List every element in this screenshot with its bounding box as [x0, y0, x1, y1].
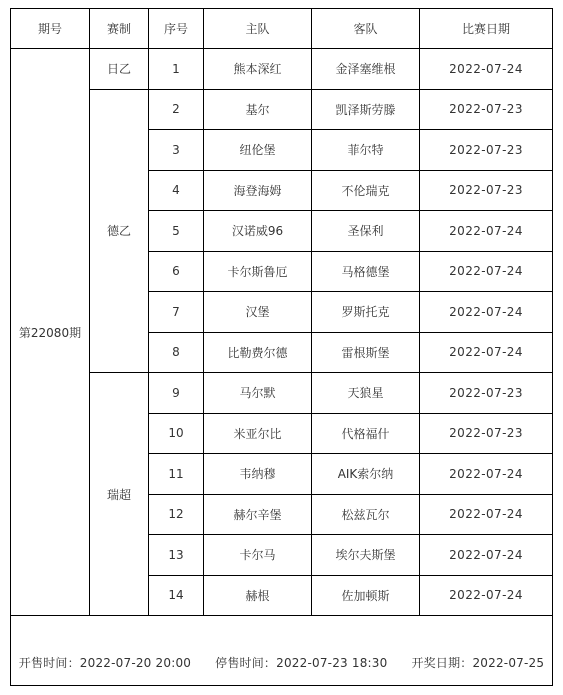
match-no: 9 — [149, 373, 204, 414]
home-team: 赫根 — [204, 575, 312, 616]
away-team: 不伦瑞克 — [312, 170, 420, 211]
match-date: 2022-07-23 — [420, 130, 553, 171]
match-date: 2022-07-24 — [420, 332, 553, 373]
match-date: 2022-07-23 — [420, 89, 553, 130]
footer-cell — [11, 640, 553, 686]
away-team: 雷根斯堡 — [312, 332, 420, 373]
home-team: 汉诺威96 — [204, 211, 312, 252]
header-away: 客队 — [312, 9, 420, 49]
league-cell-allsvenskan: 瑞超 — [90, 373, 149, 616]
match-no: 5 — [149, 211, 204, 252]
match-date: 2022-07-23 — [420, 413, 553, 454]
home-team: 马尔默 — [204, 373, 312, 414]
match-date: 2022-07-23 — [420, 170, 553, 211]
home-team: 赫尔辛堡 — [204, 494, 312, 535]
period-cell: 第22080期 — [11, 49, 90, 616]
away-team: 凯泽斯劳滕 — [312, 89, 420, 130]
footer-row — [11, 640, 553, 686]
match-no: 11 — [149, 454, 204, 495]
match-date: 2022-07-24 — [420, 494, 553, 535]
schedule-table — [10, 8, 553, 686]
match-date: 2022-07-24 — [420, 454, 553, 495]
home-team: 韦纳穆 — [204, 454, 312, 495]
away-team: 天狼星 — [312, 373, 420, 414]
home-team: 比勒费尔德 — [204, 332, 312, 373]
sale-start-time: 开售时间：2022-07-20 20:00 — [18, 656, 192, 670]
match-no: 13 — [149, 535, 204, 576]
match-date: 2022-07-24 — [420, 49, 553, 90]
away-team: 金泽塞维根 — [312, 49, 420, 90]
match-date: 2022-07-24 — [420, 292, 553, 333]
match-no: 14 — [149, 575, 204, 616]
match-no: 8 — [149, 332, 204, 373]
spacer-row — [11, 616, 553, 641]
match-no: 2 — [149, 89, 204, 130]
league-cell-bundesliga2: 德乙 — [90, 89, 149, 373]
away-team: 埃尔夫斯堡 — [312, 535, 420, 576]
home-team: 米亚尔比 — [204, 413, 312, 454]
away-team: 圣保利 — [312, 211, 420, 252]
away-team: 菲尔特 — [312, 130, 420, 171]
table-row — [11, 49, 553, 90]
header-period: 期号 — [11, 9, 90, 49]
match-date: 2022-07-23 — [420, 373, 553, 414]
home-team: 卡尔马 — [204, 535, 312, 576]
away-team: 罗斯托克 — [312, 292, 420, 333]
table-row — [11, 89, 553, 130]
away-team: 松兹瓦尔 — [312, 494, 420, 535]
footer-info — [11, 654, 552, 671]
league-cell-j2: 日乙 — [90, 49, 149, 90]
match-no: 3 — [149, 130, 204, 171]
match-date: 2022-07-24 — [420, 251, 553, 292]
home-team: 海登海姆 — [204, 170, 312, 211]
match-no: 1 — [149, 49, 204, 90]
home-team: 熊本深红 — [204, 49, 312, 90]
home-team: 汉堡 — [204, 292, 312, 333]
away-team: 代格福什 — [312, 413, 420, 454]
header-row — [11, 9, 553, 49]
header-date: 比赛日期 — [420, 9, 553, 49]
header-no: 序号 — [149, 9, 204, 49]
away-team: AIK索尔纳 — [312, 454, 420, 495]
home-team: 基尔 — [204, 89, 312, 130]
match-no: 7 — [149, 292, 204, 333]
away-team: 佐加顿斯 — [312, 575, 420, 616]
match-date: 2022-07-24 — [420, 575, 553, 616]
match-date: 2022-07-24 — [420, 535, 553, 576]
home-team: 卡尔斯鲁厄 — [204, 251, 312, 292]
draw-date: 开奖日期：2022-07-25 — [411, 656, 545, 670]
header-league: 赛制 — [90, 9, 149, 49]
match-no: 6 — [149, 251, 204, 292]
sale-stop-time: 停售时间：2022-07-23 18:30 — [215, 656, 388, 670]
table-row — [11, 373, 553, 414]
header-home: 主队 — [204, 9, 312, 49]
match-date: 2022-07-24 — [420, 211, 553, 252]
spacer-cell — [11, 616, 553, 641]
home-team: 纽伦堡 — [204, 130, 312, 171]
match-no: 4 — [149, 170, 204, 211]
match-no: 12 — [149, 494, 204, 535]
away-team: 马格德堡 — [312, 251, 420, 292]
match-no: 10 — [149, 413, 204, 454]
